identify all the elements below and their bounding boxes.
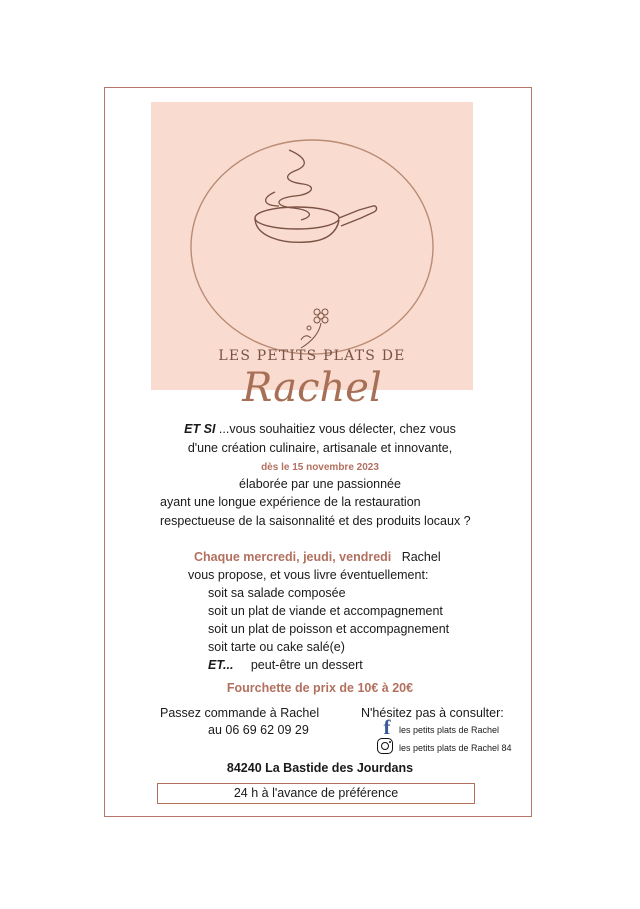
offer-dessert-text: peut-être un dessert [233, 658, 363, 672]
intro-line-1-text: ...vous souhaitiez vous délecter, chez vous [215, 422, 456, 436]
intro-line-2: d'une création culinaire, artisanale et innovante, [187, 441, 453, 455]
logo-name: Rachel [242, 365, 382, 411]
offer-item: soit sa salade composée [208, 586, 346, 600]
flower-icon [301, 309, 328, 348]
intro-lead: ET SI [184, 422, 216, 436]
phone-number: au 06 69 62 09 29 [208, 723, 309, 737]
logo-emblem [151, 102, 473, 390]
price-range: Fourchette de prix de 10€ à 20€ [226, 681, 414, 695]
pan-icon [255, 206, 377, 242]
intro-line-6: respectueuse de la saisonnalité et des produits locaux ? [160, 514, 471, 528]
offer-dessert [208, 657, 363, 673]
offer-item: soit un plat de poisson et accompagnement [208, 622, 450, 636]
order-text: Passez commande à Rachel [160, 706, 320, 720]
offer-name: Rachel [391, 550, 441, 564]
intro-line-5: ayant une longue expérience de la restauration [160, 495, 421, 509]
instagram-link[interactable]: les petits plats de Rachel 84 [399, 743, 512, 753]
offer-proposes: vous propose, et vous livre éventuellement: [188, 568, 429, 582]
offer-et: ET... [208, 658, 234, 672]
logo-title: LES PETITS PLATS DE [218, 348, 406, 364]
offer-days-line [194, 549, 441, 565]
consult-text: N'hésitez pas à consulter: [361, 706, 504, 720]
instagram-icon [377, 738, 393, 754]
notice-box: 24 h à l'avance de préférence [157, 783, 475, 804]
logo [151, 102, 473, 411]
offer-days: Chaque mercredi, jeudi, vendredi [194, 550, 392, 564]
intro-line-1 [0, 421, 640, 437]
offer-item: soit tarte ou cake salé(e) [208, 640, 345, 654]
intro-line-4: élaborée par une passionnée [239, 477, 401, 491]
facebook-link[interactable]: les petits plats de Rachel [399, 725, 500, 735]
address: 84240 La Bastide des Jourdans [226, 761, 414, 775]
start-date: dès le 15 novembre 2023 [261, 462, 379, 473]
facebook-icon: f [383, 715, 391, 739]
offer-item: soit un plat de viande et accompagnement [208, 604, 443, 618]
